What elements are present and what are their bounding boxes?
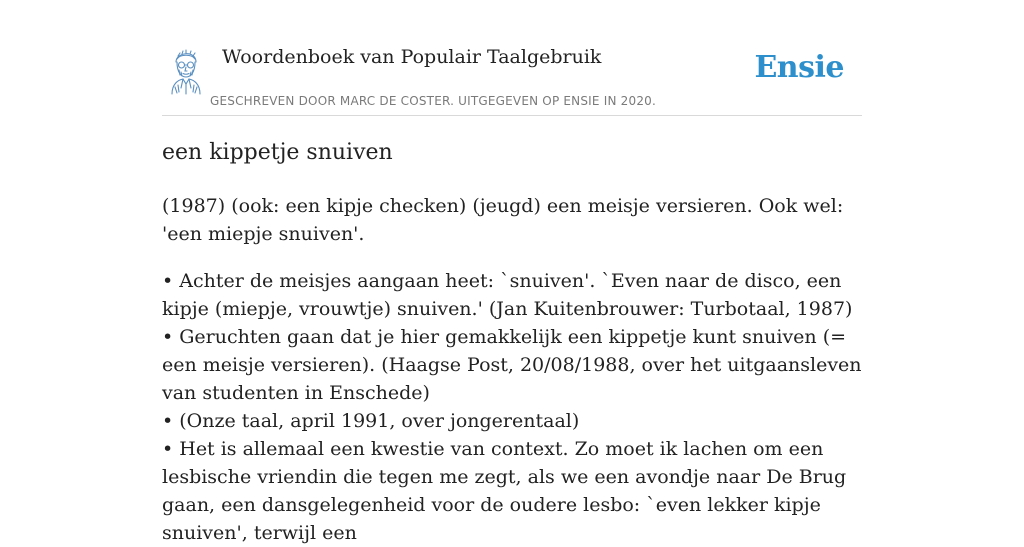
- example-item: • Geruchten gaan dat je hier gemakkelijk een kippetje kunt snuiven (= een meisje versieren). (Haagse Post, 20/08/1988, over het uitgaansleven van studenten in Enschede): [162, 326, 862, 404]
- byline: GESCHREVEN DOOR MARC DE COSTER. UITGEGEVEN OP ENSIE IN 2020.: [210, 94, 656, 108]
- example-item: • Achter de meisjes aangaan heet: `snuiven'. `Even naar de disco, een kipje (miepje, vrouwtje) snuiven.' (Jan Kuitenbrouwer: Turbotaal, 1987): [162, 270, 853, 320]
- entry-examples: [162, 267, 862, 547]
- header: [162, 0, 862, 116]
- page-container: [162, 0, 862, 544]
- entry-title: een kippetje snuiven: [162, 140, 393, 165]
- example-item: • Het is allemaal een kwestie van context. Zo moet ik lachen om een lesbische vriendin die tegen me zegt, als we een avondje naar De Brug gaan, een dansgelegenheid voor de oudere lesbo: `even lekker kipje snuiven', terwijl een: [162, 438, 847, 544]
- dictionary-title[interactable]: Woordenboek van Populair Taalgebruik: [222, 46, 602, 68]
- example-item: • (Onze taal, april 1991, over jongerentaal): [162, 410, 580, 432]
- author-portrait-icon[interactable]: [164, 46, 208, 96]
- brand-logo[interactable]: Ensie: [754, 50, 844, 85]
- entry-definition: (1987) (ook: een kipje checken) (jeugd) een meisje versieren. Ook wel: 'een miepje snuiven'.: [162, 195, 844, 245]
